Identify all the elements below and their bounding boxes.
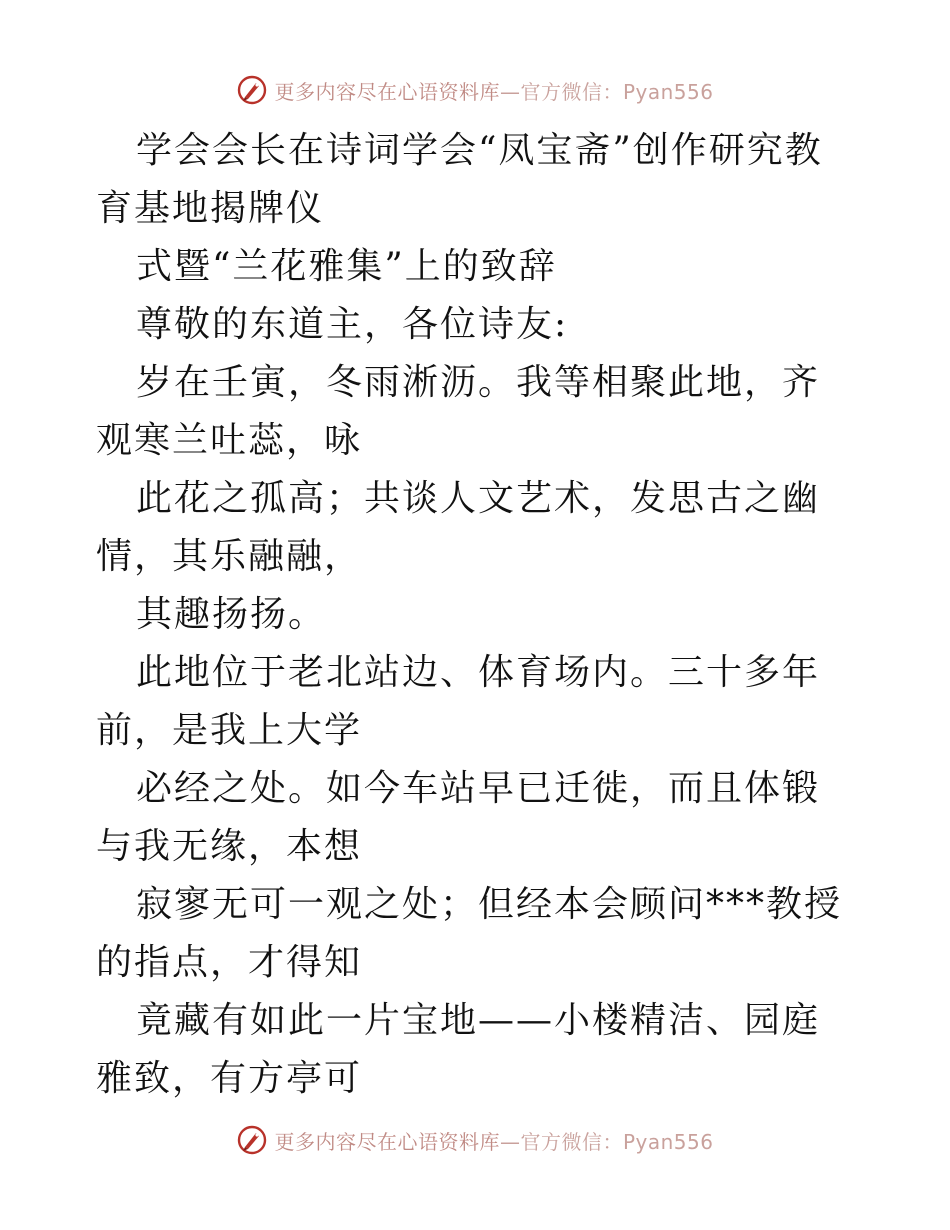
watermark-dash: — [499, 1129, 521, 1154]
paragraph: 尊敬的东道主，各位诗友: [136, 304, 569, 345]
watermark-main-text: 更多内容尽在心语资料库 [274, 1129, 500, 1154]
document-body [96, 122, 856, 1108]
watermark-suffix-text: 官方微信：Pyan556 [520, 79, 714, 104]
watermark-suffix-text: 官方微信：Pyan556 [520, 1129, 714, 1154]
watermark-text [274, 76, 713, 105]
header-watermark [0, 73, 950, 107]
watermark-text [274, 1126, 713, 1155]
watermark-dash: — [499, 79, 521, 104]
paragraph: 寂寥无可一观之处；但经本会顾问***教授的指点，才得知 [96, 884, 843, 983]
paragraph: 此地位于老北站边、体育场内。三十多年前，是我上大学 [96, 652, 821, 751]
paragraph: 学会会长在诗词学会“凤宝斋”创作研究教育基地揭牌仪 [96, 130, 823, 229]
paragraph: 式暨“兰花雅集”上的致辞 [136, 246, 557, 287]
paragraph: 其趣扬扬。 [136, 594, 327, 635]
footer-watermark [0, 1123, 950, 1157]
pen-logo-icon [236, 1124, 268, 1156]
paragraph: 竟藏有如此一片宝地——小楼精洁、园庭雅致，有方亭可 [96, 1000, 821, 1099]
paragraph: 必经之处。如今车站早已迁徙，而且体锻与我无缘，本想 [96, 768, 821, 867]
watermark-main-text: 更多内容尽在心语资料库 [274, 79, 500, 104]
pen-logo-icon [236, 74, 268, 106]
paragraph: 岁在壬寅，冬雨淅沥。我等相聚此地，齐观寒兰吐蕊，咏 [96, 362, 821, 461]
paragraph: 此花之孤高；共谈人文艺术，发思古之幽情，其乐融融， [96, 478, 821, 577]
